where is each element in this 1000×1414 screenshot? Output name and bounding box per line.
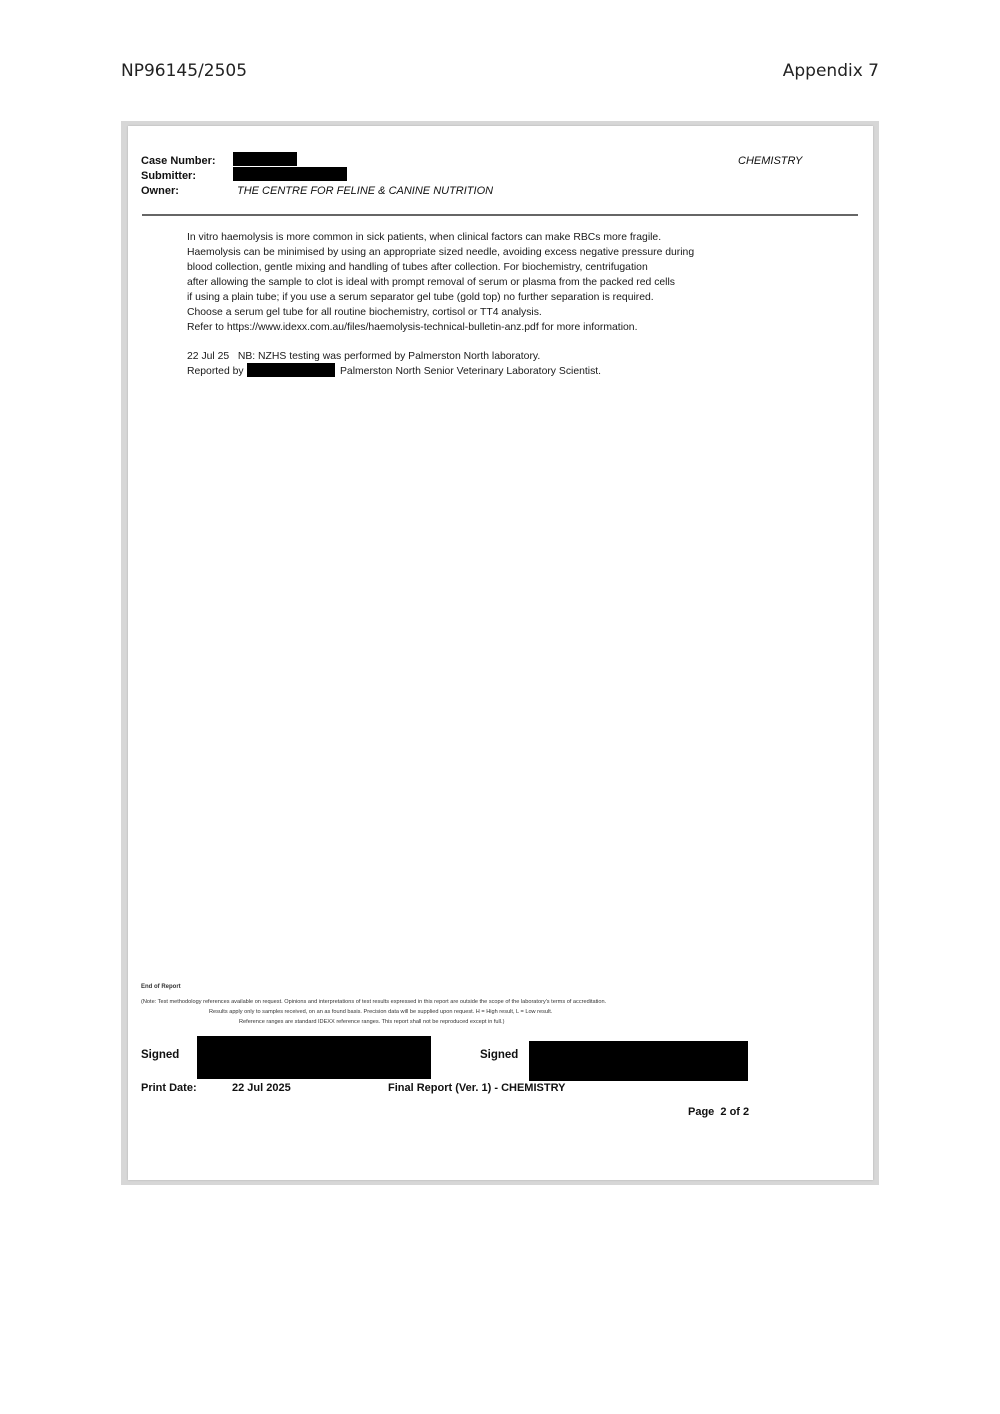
- paragraph-line: Haemolysis can be minimised by using an appropriate sized needle, avoiding excess negative pressure during: [187, 247, 695, 258]
- header-divider: [142, 214, 858, 216]
- paragraph-line: Choose a serum gel tube for all routine biochemistry, cortisol or TT4 analysis.: [187, 307, 542, 318]
- testing-note: 22 Jul 25 NB: NZHS testing was performed by Palmerston North laboratory.: [187, 351, 541, 362]
- signature-redaction-right: [529, 1041, 748, 1081]
- print-date-value: 22 Jul 2025: [232, 1082, 291, 1094]
- case-number-label: Case Number:: [141, 155, 216, 167]
- note-line: Results apply only to samples received, on an as found basis. Precision data will be supplied upon request. H = High result, L = Low result.: [209, 1009, 553, 1015]
- end-of-report: End of Report: [141, 984, 181, 990]
- page-indicator: Page 2 of 2: [688, 1106, 750, 1118]
- submitter-redaction: [233, 167, 347, 181]
- owner-value: THE CENTRE FOR FELINE & CANINE NUTRITION: [237, 185, 494, 197]
- appendix-label: Appendix 7: [782, 61, 879, 81]
- paragraph-line: blood collection, gentle mixing and handling of tubes after collection. For biochemistry, centrifugation: [187, 262, 648, 273]
- note-line: Reference ranges are standard IDEXX reference ranges. This report shall not be reproduced except in full.): [239, 1019, 505, 1025]
- print-date-label: Print Date:: [141, 1082, 197, 1094]
- final-report-label: Final Report (Ver. 1) - CHEMISTRY: [388, 1082, 566, 1094]
- lab-report-page: [128, 126, 873, 1180]
- signed-label-right: Signed: [480, 1049, 519, 1061]
- reported-by-label: Reported by: [187, 366, 244, 377]
- reporter-name-redaction: [247, 363, 335, 377]
- paragraph-line: In vitro haemolysis is more common in sick patients, when clinical factors can make RBCs more fragile.: [187, 232, 662, 243]
- scanned-report-frame: [121, 121, 879, 1185]
- paragraph-line: if using a plain tube; if you use a serum separator gel tube (gold top) no further separation is required.: [187, 292, 654, 303]
- reported-by-title: Palmerston North Senior Veterinary Laboratory Scientist.: [340, 366, 602, 377]
- paragraph-line: after allowing the sample to clot is ideal with prompt removal of serum or plasma from the packed red cells: [187, 277, 675, 288]
- paragraph-line: Refer to https://www.idexx.com.au/files/haemolysis-technical-bulletin-anz.pdf for more information.: [187, 322, 638, 333]
- note-line: (Note: Test methodology references available on request. Opinions and interpretations of test results expressed in this report are outside the scope of the laboratory's terms of accreditation.: [141, 999, 607, 1005]
- department-label: CHEMISTRY: [738, 155, 803, 167]
- haemolysis-paragraph: [187, 230, 827, 335]
- signature-redaction-left: [197, 1036, 431, 1079]
- submitter-label: Submitter:: [141, 170, 196, 182]
- document-reference: NP96145/2505: [121, 61, 248, 81]
- case-number-redaction: [233, 152, 297, 166]
- owner-label: Owner:: [141, 185, 179, 197]
- signed-label-left: Signed: [141, 1049, 180, 1061]
